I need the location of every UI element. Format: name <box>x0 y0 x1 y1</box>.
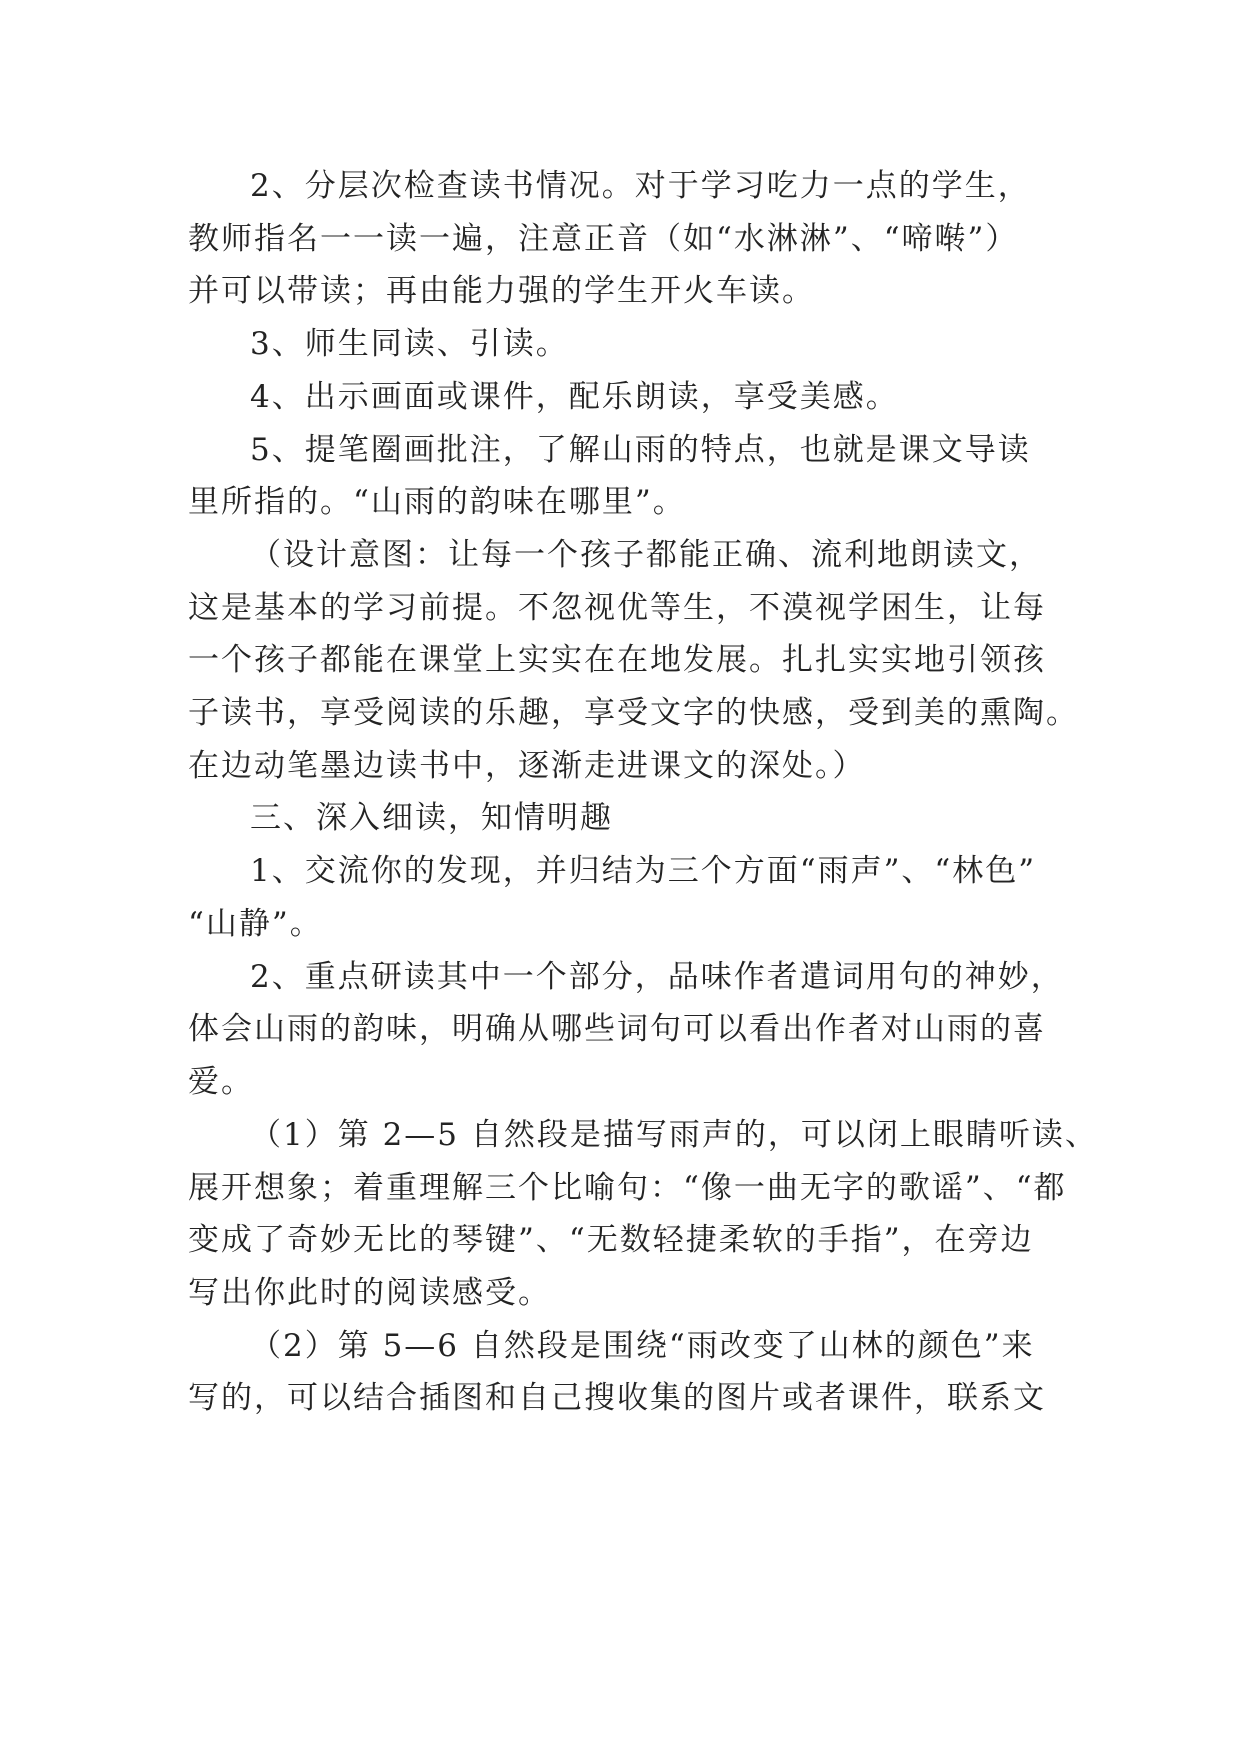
text-line: 展开想象；着重理解三个比喻句：“像一曲无字的歌谣”、“都 <box>188 1170 1067 1206</box>
text-line: 教师指名一一读一遍，注意正音（如“水淋淋”、“啼啭”） <box>188 221 1019 257</box>
text-line: 里所指的。“山雨的韵味在哪里”。 <box>188 484 686 520</box>
text-line: 子读书，享受阅读的乐趣，享受文字的快感，受到美的熏陶。 <box>188 695 1079 731</box>
text-line: “山静”。 <box>188 906 323 942</box>
text-line: 3、师生同读、引读。 <box>250 326 569 362</box>
text-line: 体会山雨的韵味，明确从哪些词句可以看出作者对山雨的喜 <box>188 1011 1046 1047</box>
text-line: 变成了奇妙无比的琴键”、“无数轻捷柔软的手指”，在旁边 <box>188 1222 1034 1258</box>
text-line: 这是基本的学习前提。不忽视优等生，不漠视学困生，让每 <box>188 590 1046 626</box>
text-line: 一个孩子都能在课堂上实实在在地发展。扎扎实实地引领孩 <box>188 642 1046 678</box>
section-heading: 三、深入细读，知情明趣 <box>250 800 613 836</box>
text-line: 2、重点研读其中一个部分，品味作者遣词用句的神妙， <box>250 959 1064 995</box>
text-line: 爱。 <box>188 1064 254 1100</box>
text-line: 写出你此时的阅读感受。 <box>188 1275 551 1311</box>
text-line: 在边动笔墨边读书中，逐渐走进课文的深处。） <box>188 748 866 784</box>
text-line: （设计意图：让每一个孩子都能正确、流利地朗读文， <box>250 537 1042 573</box>
text-line: 并可以带读；再由能力强的学生开火车读。 <box>188 273 815 309</box>
text-line: （1）第 2—5 自然段是描写雨声的，可以闭上眼睛听读、 <box>250 1117 1098 1153</box>
text-line: 2、分层次检查读书情况。对于学习吃力一点的学生， <box>250 168 1031 204</box>
text-line: 5、提笔圈画批注，了解山雨的特点，也就是课文导读 <box>250 432 1031 468</box>
text-line: 4、出示画面或课件，配乐朗读，享受美感。 <box>250 379 899 415</box>
text-line: 写的，可以结合插图和自己搜收集的图片或者课件，联系文 <box>188 1380 1046 1416</box>
text-line: 1、交流你的发现，并归结为三个方面“雨声”、“林色” <box>250 853 1037 889</box>
text-line: （2）第 5—6 自然段是围绕“雨改变了山林的颜色”来 <box>250 1328 1035 1364</box>
